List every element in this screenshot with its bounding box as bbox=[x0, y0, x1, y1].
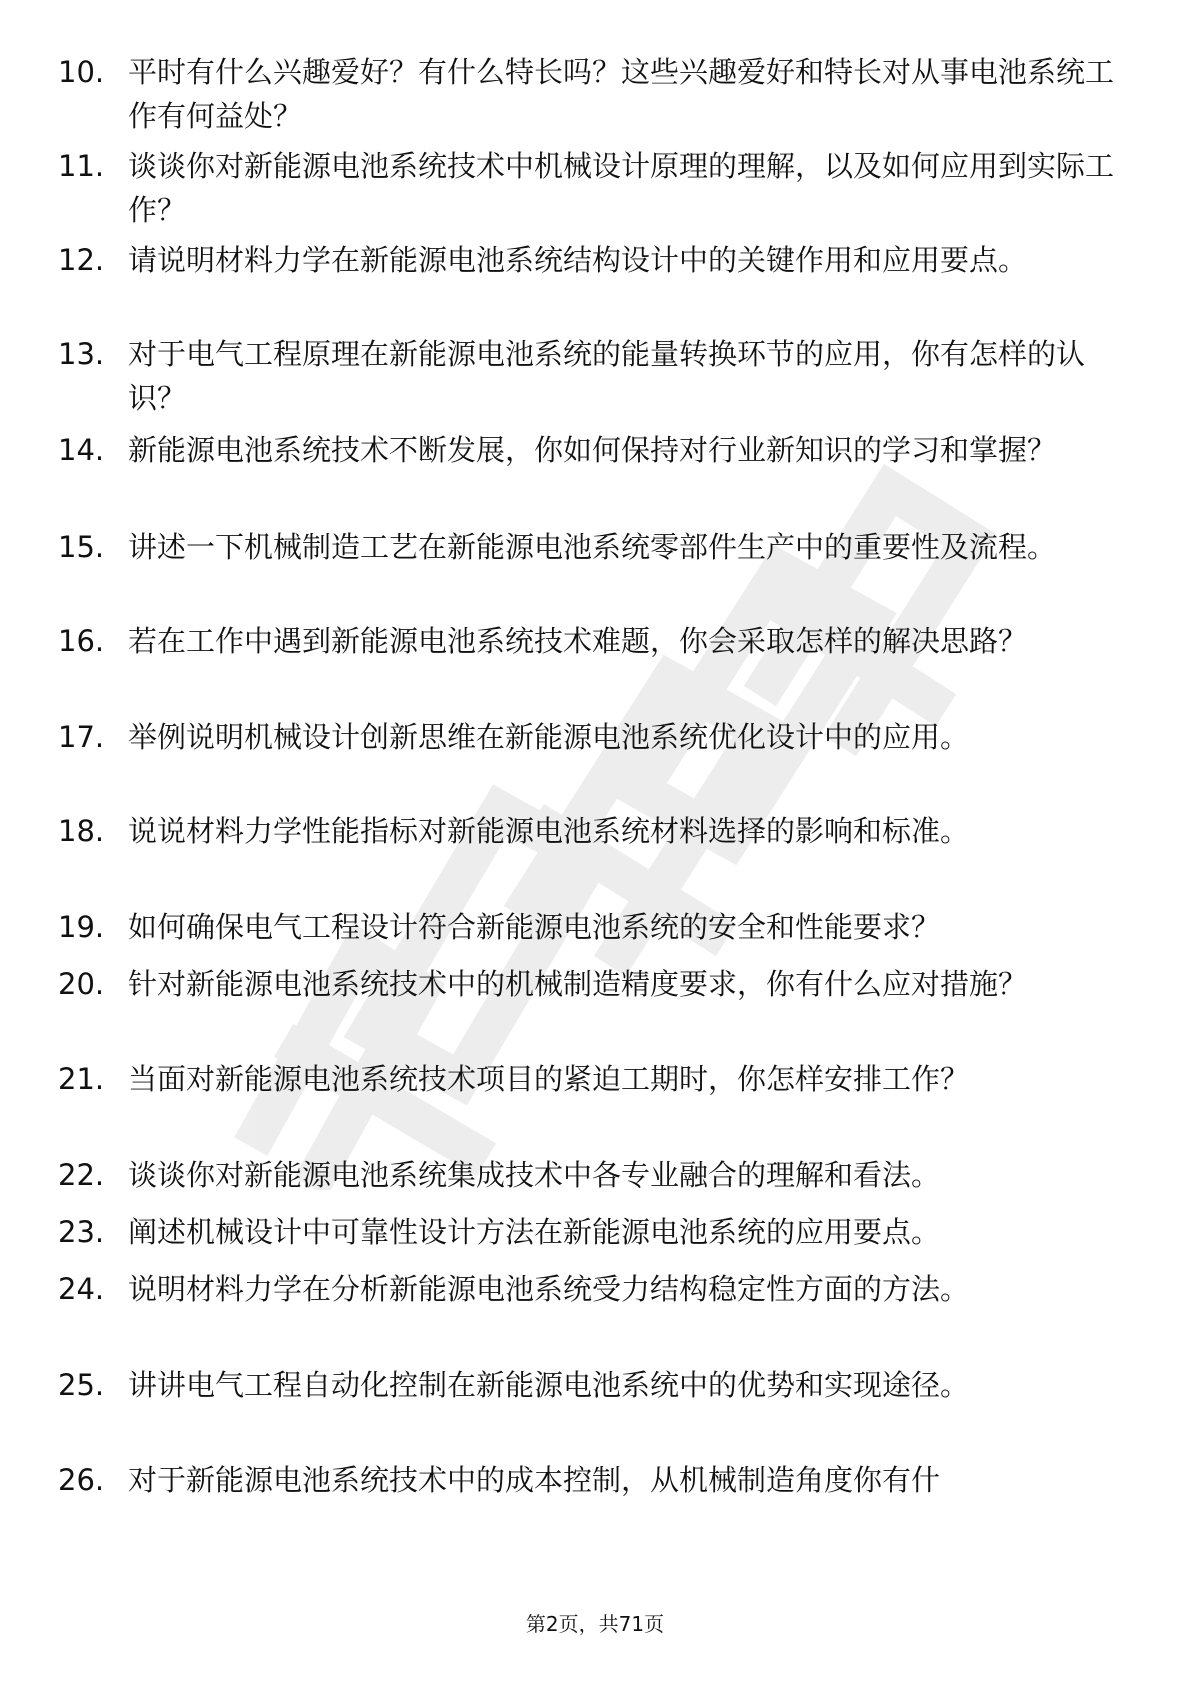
question-number: 21. bbox=[58, 1062, 105, 1096]
question-text: 请说明材料力学在新能源电池系统结构设计中的关键作用和应用要点。 bbox=[128, 243, 1028, 277]
page-number-footer: 第2页，共71页 bbox=[525, 1612, 665, 1636]
question-number: 14. bbox=[58, 433, 105, 467]
question-number: 24. bbox=[58, 1272, 105, 1306]
question-text: 对于电气工程原理在新能源电池系统的能量转换环节的应用，你有怎样的认识？ bbox=[128, 337, 1086, 415]
question-number: 11. bbox=[58, 149, 105, 183]
question-text: 平时有什么兴趣爱好？有什么特长吗？这些兴趣爱好和特长对从事电池系统工作有何益处？ bbox=[128, 55, 1115, 133]
question-text: 举例说明机械设计创新思维在新能源电池系统优化设计中的应用。 bbox=[128, 720, 970, 754]
question-number: 19. bbox=[58, 910, 105, 944]
question-number: 13. bbox=[58, 337, 105, 371]
question-text: 谈谈你对新能源电池系统集成技术中各专业融合的理解和看法。 bbox=[128, 1158, 941, 1192]
question-text: 如何确保电气工程设计符合新能源电池系统的安全和性能要求？ bbox=[128, 910, 941, 944]
question-text: 讲讲电气工程自动化控制在新能源电池系统中的优势和实现途径。 bbox=[128, 1368, 970, 1402]
question-number: 26. bbox=[58, 1463, 105, 1497]
question-text: 针对新能源电池系统技术中的机械制造精度要求，你有什么应对措施？ bbox=[128, 967, 1028, 1001]
question-text: 说明材料力学在分析新能源电池系统受力结构稳定性方面的方法。 bbox=[128, 1272, 970, 1306]
question-text: 讲述一下机械制造工艺在新能源电池系统零部件生产中的重要性及流程。 bbox=[128, 530, 1057, 564]
question-text: 当面对新能源电池系统技术项目的紧迫工期时，你怎样安排工作？ bbox=[128, 1062, 970, 1096]
question-number: 23. bbox=[58, 1215, 105, 1249]
question-text: 说说材料力学性能指标对新能源电池系统材料选择的影响和标准。 bbox=[128, 814, 970, 848]
question-text: 若在工作中遇到新能源电池系统技术难题，你会采取怎样的解决思路？ bbox=[128, 624, 1028, 658]
question-text: 对于新能源电池系统技术中的成本控制，从机械制造角度你有什 bbox=[128, 1463, 941, 1497]
question-number: 17. bbox=[58, 720, 105, 754]
question-number: 12. bbox=[58, 243, 105, 277]
question-text: 谈谈你对新能源电池系统技术中机械设计原理的理解，以及如何应用到实际工作？ bbox=[128, 149, 1115, 227]
question-number: 18. bbox=[58, 814, 105, 848]
question-number: 20. bbox=[58, 967, 105, 1001]
question-number: 22. bbox=[58, 1158, 105, 1192]
question-number: 16. bbox=[58, 624, 105, 658]
question-text: 新能源电池系统技术不断发展，你如何保持对行业新知识的学习和掌握？ bbox=[128, 433, 1057, 467]
question-number: 25. bbox=[58, 1368, 105, 1402]
question-text: 阐述机械设计中可靠性设计方法在新能源电池系统的应用要点。 bbox=[128, 1215, 941, 1249]
question-number: 10. bbox=[58, 55, 105, 89]
question-number: 15. bbox=[58, 530, 105, 564]
